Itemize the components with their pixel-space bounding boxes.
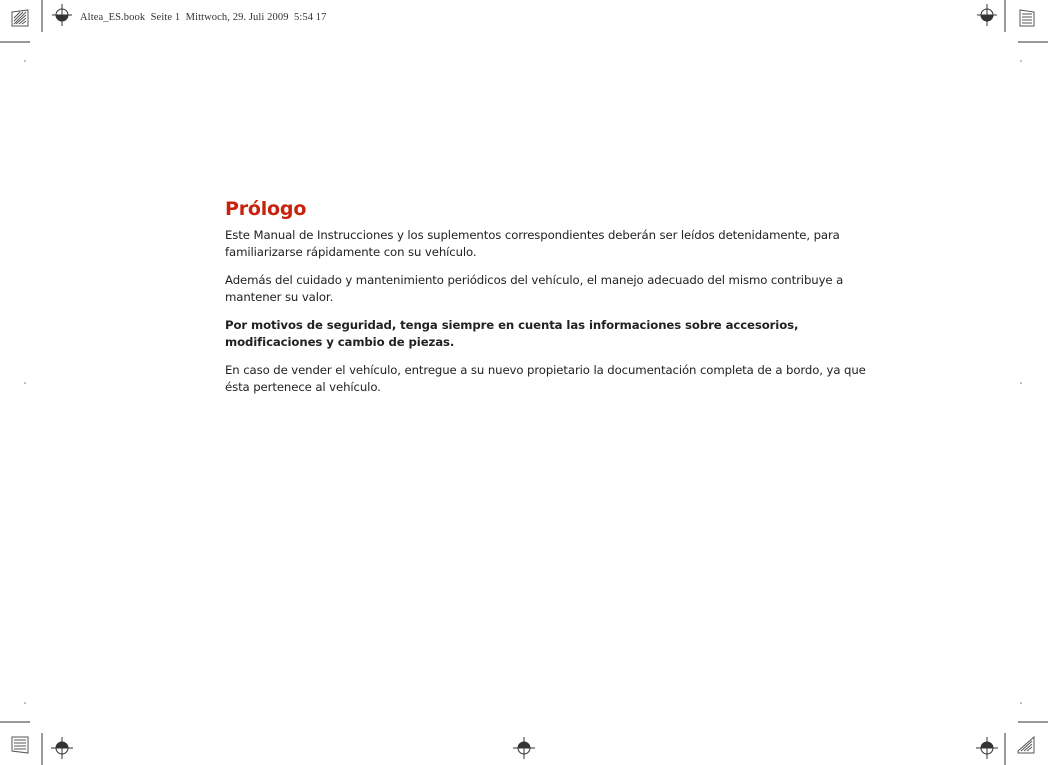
print-header-stamp: Altea_ES.book Seite 1 Mittwoch, 29. Juli 2009 5:54 17 xyxy=(80,12,327,23)
crop-mark-icon xyxy=(1018,718,1048,726)
crop-mark-icon xyxy=(38,730,46,765)
color-bar-icon xyxy=(1016,735,1038,755)
page-title: Prólogo xyxy=(225,198,307,220)
tick-mark-icon xyxy=(22,700,28,706)
paragraph: Este Manual de Instrucciones y los suplementos correspondientes deberán ser leídos detenidamente, para familiarizarse rápidamente con su vehículo. xyxy=(225,228,840,259)
crop-mark-icon xyxy=(38,0,46,36)
crop-mark-icon xyxy=(1018,38,1048,46)
registration-mark-icon xyxy=(512,736,536,760)
registration-mark-icon xyxy=(975,4,999,28)
crop-mark-icon xyxy=(0,38,30,46)
safety-paragraph: Por motivos de seguridad, tenga siempre en cuenta las informaciones sobre accesorios, modificaciones y cambio de piezas. xyxy=(225,318,799,349)
paragraph: En caso de vender el vehículo, entregue a su nuevo propietario la documentación completa de a bordo, ya que ésta pertenece al vehículo. xyxy=(225,363,866,394)
paragraph: Además del cuidado y mantenimiento periódicos del vehículo, el manejo adecuado del mismo contribuye a mantener su valor. xyxy=(225,273,844,304)
color-bar-icon xyxy=(10,735,32,755)
tick-mark-icon xyxy=(22,380,28,386)
registration-mark-icon xyxy=(50,4,74,28)
tick-mark-icon xyxy=(1018,380,1024,386)
tick-mark-icon xyxy=(1018,58,1024,64)
crop-mark-icon xyxy=(1001,0,1009,36)
crop-mark-icon xyxy=(0,718,30,726)
registration-mark-icon xyxy=(50,736,74,760)
tick-mark-icon xyxy=(1018,700,1024,706)
registration-mark-icon xyxy=(975,736,999,760)
crop-mark-icon xyxy=(1001,730,1009,765)
document-body xyxy=(225,198,875,407)
color-bar-icon xyxy=(1018,8,1038,30)
color-bar-icon xyxy=(10,8,32,28)
tick-mark-icon xyxy=(22,58,28,64)
